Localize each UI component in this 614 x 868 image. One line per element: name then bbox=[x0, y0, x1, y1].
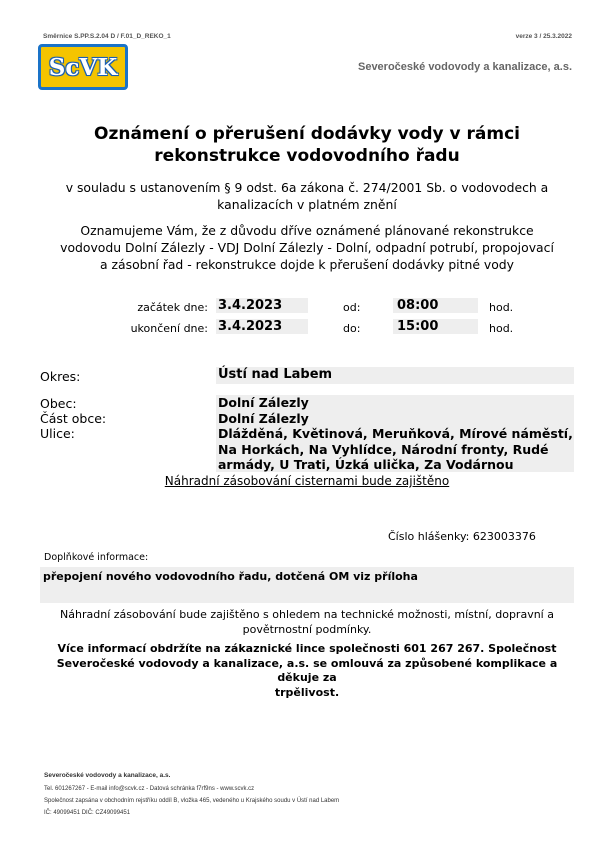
contact-info bbox=[40, 642, 574, 700]
ulice-label: Ulice: bbox=[40, 426, 75, 441]
scvk-logo bbox=[38, 44, 128, 90]
footer-registry: Společnost zapsána v obchodním rejstříku oddíl B, vložka 465, vedeného u Krajského soudu v Ústí nad Labem bbox=[44, 798, 340, 804]
additional-info-text: přepojení nového vodovodního řadu, dotčená OM viz příloha bbox=[43, 570, 418, 583]
obec-value: Dolní Zálezly bbox=[218, 395, 309, 410]
from-time: 08:00 bbox=[397, 298, 439, 313]
company-name: Severočeské vodovody a kanalizace, a.s. bbox=[357, 61, 572, 73]
footer-ids: IČ: 49099451 DIČ: CZ49099451 bbox=[44, 810, 131, 816]
contact-line-2: Severočeské vodovody a kanalizace, a.s. se omlouvá za způsobené komplikace a děkuje za bbox=[56, 656, 558, 684]
ulice-line-3: armády, U Trati, Úzká ulička, Za Vodárnou bbox=[218, 457, 514, 472]
title-line-2: rekonstrukce vodovodního řadu bbox=[154, 146, 460, 166]
ulice-line-2: Na Horkách, Na Vyhlídce, Národní fronty, Rudé bbox=[218, 441, 549, 457]
okres-label: Okres: bbox=[40, 369, 81, 384]
start-label: začátek dne: bbox=[137, 301, 208, 314]
okres-value: Ústí nad Labem bbox=[218, 367, 333, 382]
page-title bbox=[0, 123, 614, 167]
logo-text: ScVK bbox=[48, 53, 118, 81]
address-values bbox=[218, 395, 574, 473]
end-date: 3.4.2023 bbox=[218, 319, 283, 334]
report-number-value: 623003376 bbox=[472, 530, 536, 543]
legal-line-2: kanalizacích v platném znění bbox=[217, 197, 397, 212]
contact-line-1: Více informací obdržíte na zákaznické lince společnosti 601 267 267. Společnost bbox=[57, 642, 557, 655]
notice-line-2: povětrnostní podmínky. bbox=[242, 623, 372, 636]
to-label: do: bbox=[343, 322, 361, 335]
from-label: od: bbox=[343, 301, 361, 314]
contact-line-3: trpělivost. bbox=[274, 685, 340, 699]
report-number-label: Číslo hlášenky: bbox=[388, 530, 470, 543]
cast-obce-label: Část obce: bbox=[40, 411, 107, 426]
end-label: ukončení dne: bbox=[130, 322, 208, 335]
replacement-supply-note: Náhradní zásobování cisternami bude zajištěno bbox=[164, 474, 450, 488]
from-unit: hod. bbox=[489, 301, 514, 314]
announcement-line-1: Oznamujeme Vám, že z důvodu dříve oznámené plánované rekonstrukce bbox=[80, 223, 534, 238]
cast-obce-value: Dolní Zálezly bbox=[218, 410, 309, 426]
directive-code: Směrnice S.PP.S.2.04 D / F.01_D_REKO_1 bbox=[43, 33, 171, 40]
announcement-line-2: vodovodu Dolní Zálezly - VDJ Dolní Zálezly - Dolní, odpadní potrubí, propojovací bbox=[60, 240, 554, 255]
report-number bbox=[388, 530, 536, 543]
title-line-1: Oznámení o přerušení dodávky vody v rámci bbox=[94, 124, 520, 144]
footer-contacts: Tel. 601267267 - E-mail info@scvk.cz - Datová schránka f7rf9ns - www.scvk.cz bbox=[44, 786, 255, 792]
legal-reference bbox=[40, 179, 574, 213]
version-label: verze 3 / 25.3.2022 bbox=[515, 33, 572, 40]
legal-line-1: v souladu s ustanovením § 9 odst. 6a zákona č. 274/2001 Sb. o vodovodech a bbox=[65, 180, 549, 195]
to-unit: hod. bbox=[489, 322, 514, 335]
notice bbox=[40, 607, 574, 637]
announcement bbox=[40, 222, 574, 273]
to-time: 15:00 bbox=[397, 319, 439, 334]
start-date: 3.4.2023 bbox=[218, 298, 283, 313]
footer-company: Severočeské vodovody a kanalizace, a.s. bbox=[44, 772, 171, 779]
notice-line-1: Náhradní zásobování bude zajištěno s ohledem na technické možnosti, místní, dopravní a bbox=[60, 608, 554, 621]
obec-label: Obec: bbox=[40, 396, 77, 411]
ulice-line-1: Dlážděná, Květinová, Meruňková, Mírové náměstí, bbox=[218, 426, 573, 441]
additional-info-label: Doplňkové informace: bbox=[44, 552, 149, 563]
announcement-line-3: a zásobní řad - rekonstrukce dojde k přerušení dodávky pitné vody bbox=[99, 257, 515, 272]
